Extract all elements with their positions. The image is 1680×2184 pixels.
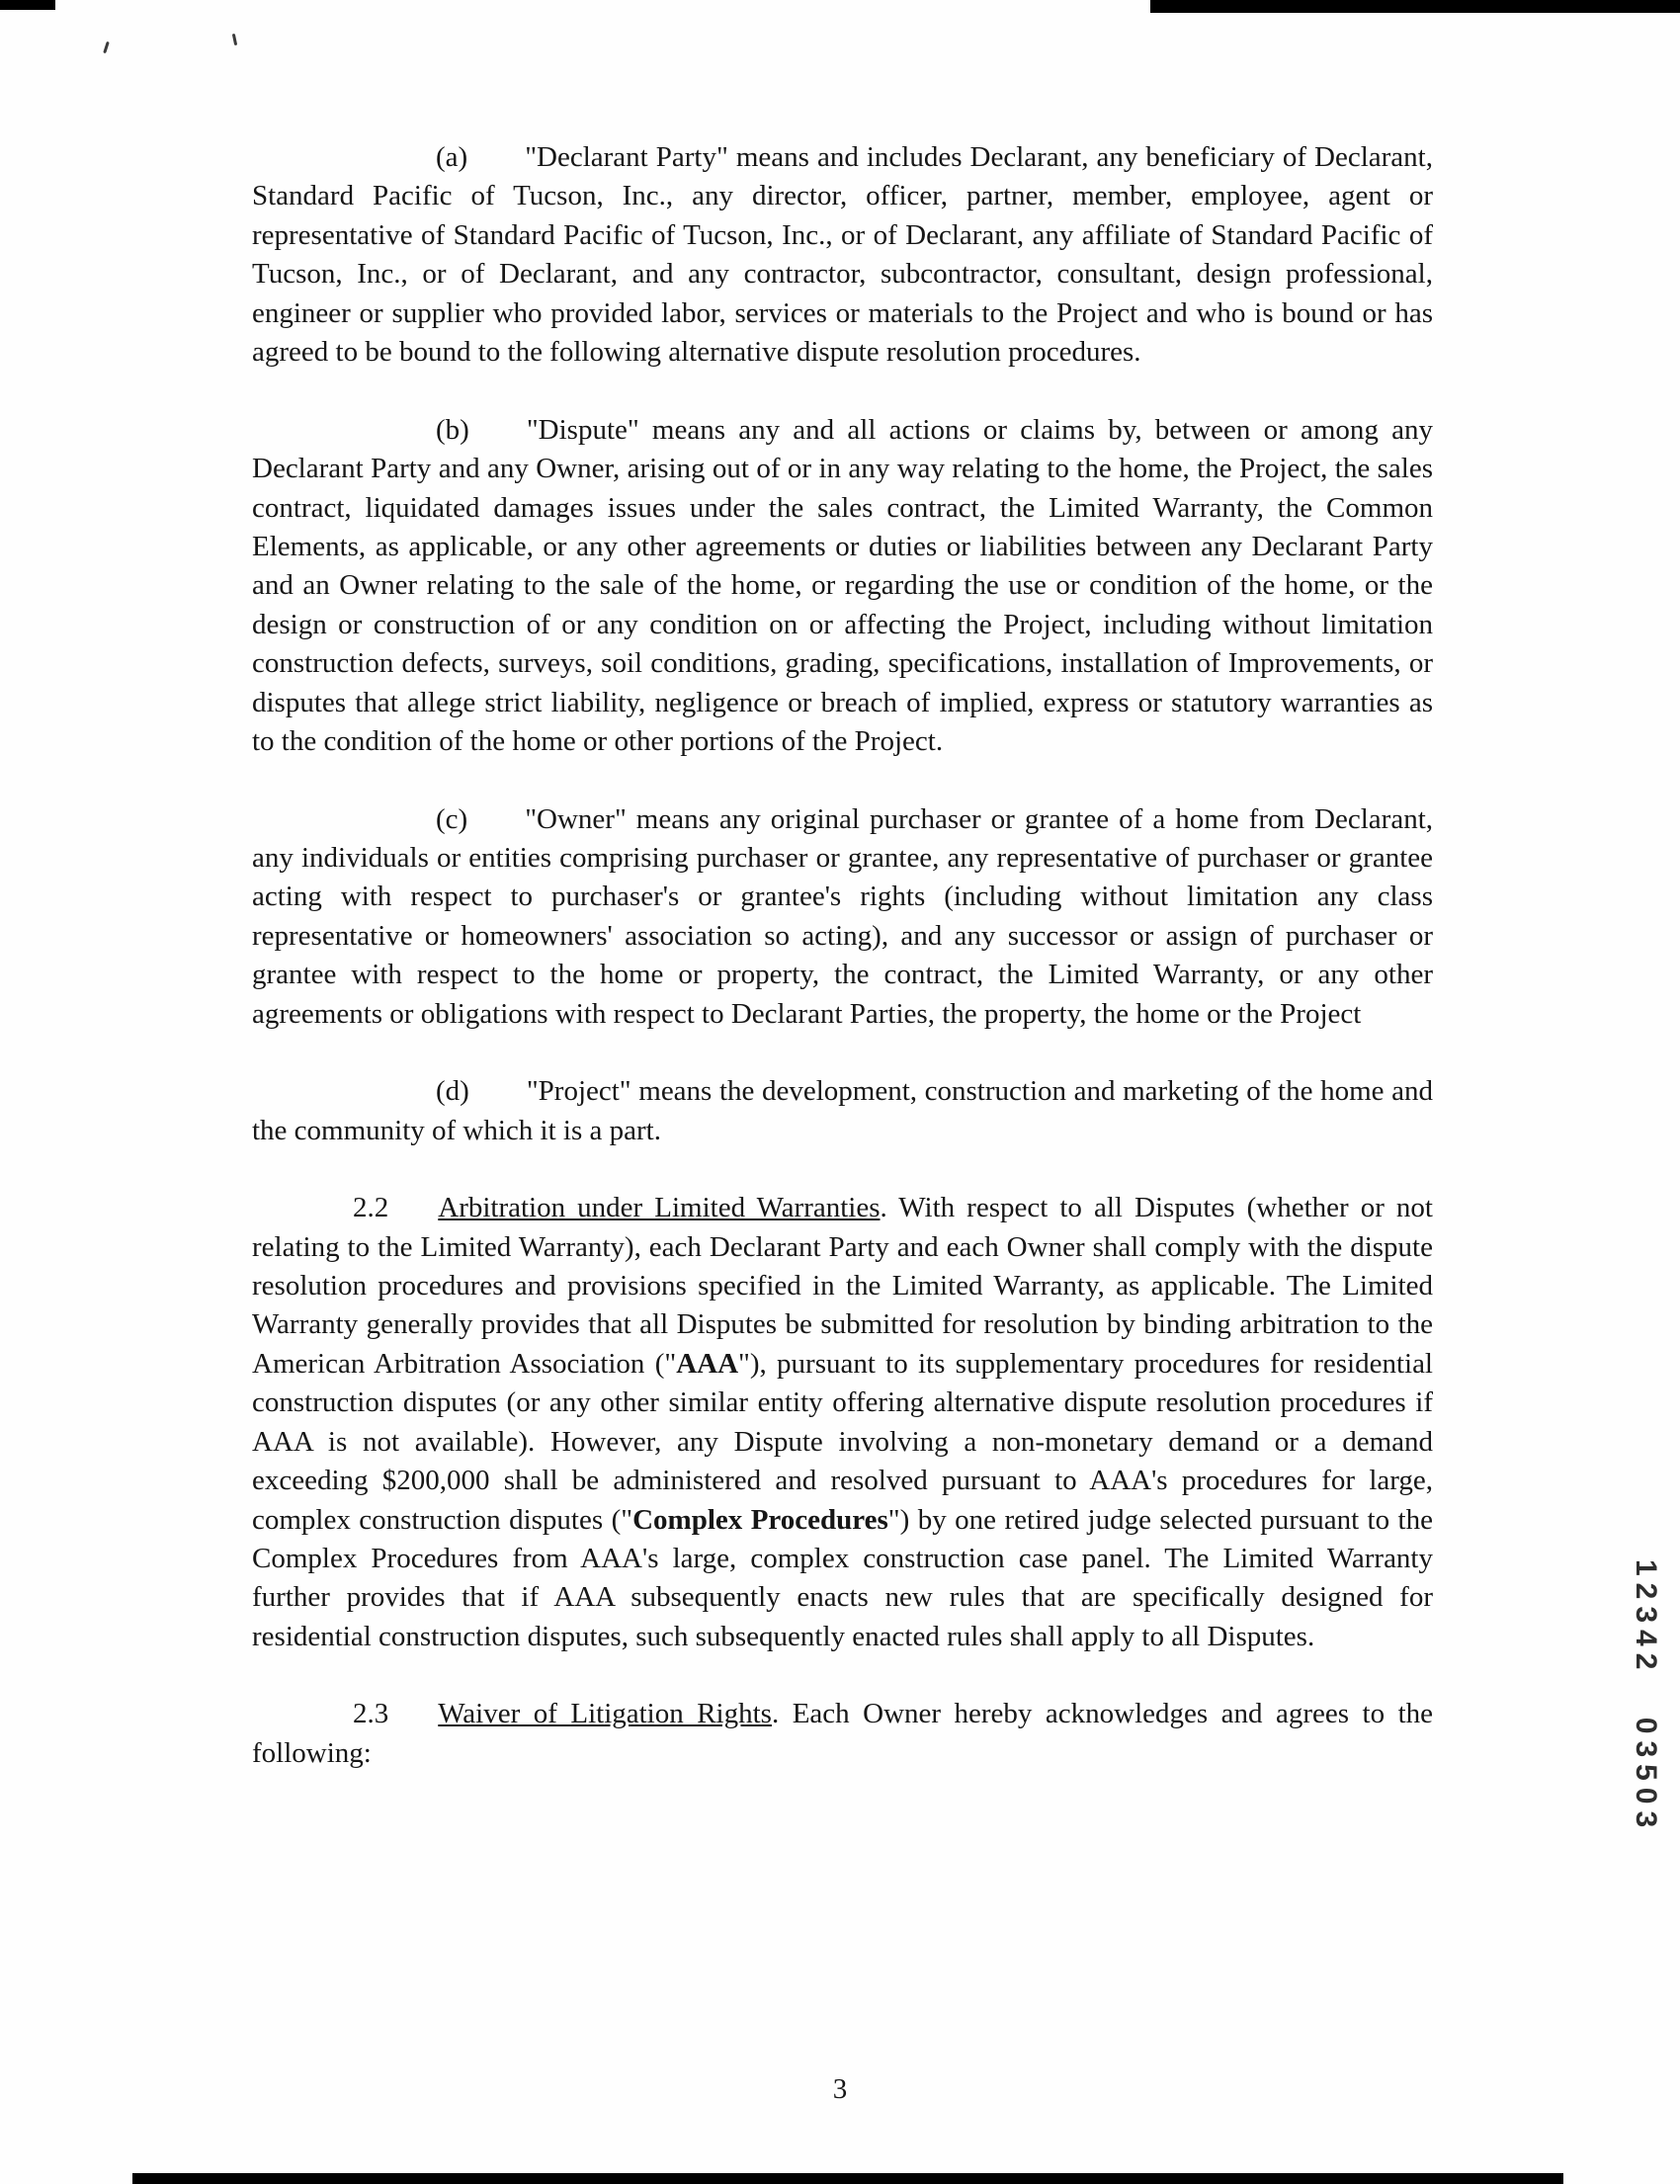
scan-artifact-top-left-bar [0, 0, 55, 10]
paragraph-label: (a) [436, 141, 468, 173]
document-body [252, 138, 1433, 1773]
definition-paragraph-d [252, 1072, 1433, 1150]
section-text: "), pursuant to its supplementary procedures for residential construction disputes (or any other similar entity offering alternative dispute resolution procedures if AAA is not available). However, any Dispute involving a non-monetary demand or a demand exceeding $200,000 shall be administered and resolved pursuant to AAA's procedures for large, complex construction disputes (" [252, 1347, 1433, 1536]
scan-artifact-bottom-bar [132, 2173, 1563, 2184]
definition-paragraph-b [252, 411, 1433, 762]
paragraph-text: "Dispute" means any and all actions or claims by, between or among any Declarant Party and any Owner, arising out of or in any way relating to the home, the Project, the sales contract, liquidated damages issues under the sales contract, the Limited Warranty, the Common Elements, as applicable, or any other agreements or duties or liabilities between any Declarant Party and an Owner relating to the sale of the home, or regarding the use or condition of the home, or the design or construction of or any condition on or affecting the Project, including without limitation construction defects, surveys, soil conditions, grading, specifications, installation of Improvements, or disputes that allege strict liability, negligence or breach of implied, express or statutory warranties as to the condition of the home or other portions of the Project. [252, 413, 1433, 758]
section-number: 2.3 [353, 1698, 389, 1730]
section-heading: Waiver of Litigation Rights [438, 1698, 772, 1730]
paragraph-text: "Owner" means any original purchaser or grantee of a home from Declarant, any individuals or entities comprising purchaser or grantee, any representative of purchaser or grantee acting with respect to purchaser's or grantee's rights (including without limitation any class representative or homeowners' association so acting), and any successor or assign of purchaser or grantee with respect to the home or property, the contract, the Limited Warranty, or any other agreements or obligations with respect to Declarant Parties, the property, the home or the Project [252, 802, 1433, 1030]
section-text-bold: AAA [676, 1347, 739, 1380]
paragraph-label: (c) [436, 802, 468, 835]
section-heading-suffix: . [771, 1698, 793, 1730]
section-text: ") by one retired judge selected pursuant to the Complex Procedures from AAA's large, complex construction case panel. The Limited Warranty further provides that if AAA subsequently enacts new rules that are specifically designed for residential construction disputes, such subsequently enacted rules shall apply to all Disputes. [252, 1503, 1433, 1652]
definition-paragraph-c [252, 800, 1433, 1035]
side-stamp-number: 12342 03503 [1630, 1559, 1662, 1835]
scan-noise-mark [103, 42, 110, 53]
section-text: With respect to all Disputes (whether or not relating to the Limited Warranty), each Declarant Party and each Owner shall comply with the dispute resolution procedures and provisions specified in the Limited Warranty, as applicable. The Limited Warranty generally provides that all Disputes be submitted for resolution by binding arbitration to the American Arbitration Association (" [252, 1192, 1433, 1380]
section-2-3 [252, 1695, 1433, 1773]
scan-artifact-top-right-bar [1150, 0, 1680, 13]
paragraph-text: "Declarant Party" means and includes Declarant, any beneficiary of Declarant, Standard Pacific of Tucson, Inc., any director, officer, partner, member, employee, agent or representative of Standard Pacific of Tucson, Inc., or of Declarant, any affiliate of Standard Pacific of Tucson, Inc., or of Declarant, and any contractor, subcontractor, consultant, design professional, engineer or supplier who provided labor, services or materials to the Project and who is bound or has agreed to be bound to the following alternative dispute resolution procedures. [252, 141, 1433, 369]
scan-noise-mark [232, 34, 237, 45]
paragraph-text: "Project" means the development, construction and marketing of the home and the community of which it is a part. [252, 1075, 1433, 1146]
section-heading: Arbitration under Limited Warranties [438, 1192, 881, 1224]
section-2-2 [252, 1189, 1433, 1656]
section-text: Each Owner hereby acknowledges and agrees to the following: [252, 1698, 1434, 1769]
definition-paragraph-a [252, 138, 1433, 373]
section-text-bold: Complex Procedures [632, 1503, 888, 1536]
section-number: 2.2 [353, 1192, 389, 1224]
section-heading-suffix: . [880, 1192, 899, 1224]
page-number: 3 [832, 2073, 848, 2105]
paragraph-label: (b) [436, 413, 469, 446]
paragraph-label: (d) [436, 1075, 469, 1108]
